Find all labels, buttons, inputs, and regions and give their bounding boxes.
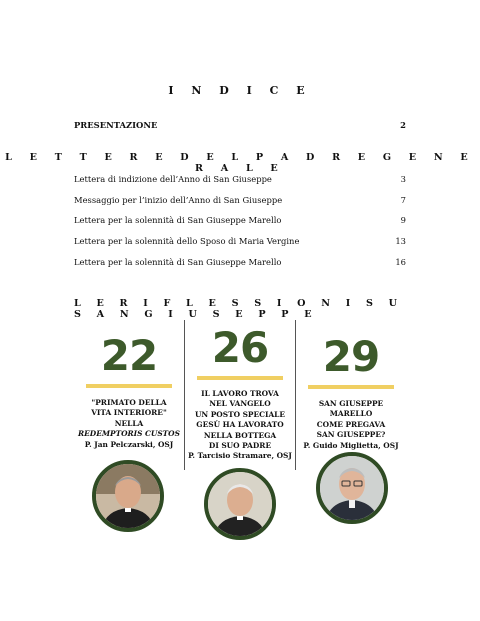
toc-row-label: Messaggio per l’inizio dell’Anno di San Giuseppe xyxy=(74,195,283,205)
toc-row[interactable] xyxy=(74,257,406,267)
toc-row-label: PRESENTAZIONE xyxy=(74,120,158,130)
toc-row-page: 13 xyxy=(395,236,406,246)
article-title-line: UN POSTO SPECIALE xyxy=(194,409,286,419)
article-author: P. Guido Miglietta, OSJ xyxy=(303,440,399,450)
toc-row-label: Lettera di indizione dell’Anno di San Giuseppe xyxy=(74,174,272,184)
article-page-number: 22 xyxy=(100,331,158,380)
section-heading-riflessioni: L E R I F L E S S I O N I S U S A N G I U S E P P E xyxy=(74,298,404,320)
toc-row[interactable] xyxy=(74,195,406,205)
toc-row[interactable] xyxy=(74,236,406,246)
article-title-line: GESÙ HA LAVORATO xyxy=(196,420,284,430)
number-underline xyxy=(86,384,172,388)
article-title-line: VITA INTERIORE" xyxy=(91,408,167,418)
article-title-line: NEL VANGELO xyxy=(209,399,271,409)
article-author: P. Jan Pelczarski, OSJ xyxy=(84,439,174,449)
article-title-line: IL LAVORO TROVA xyxy=(201,389,279,398)
number-underline xyxy=(197,376,283,380)
toc-row-page: 7 xyxy=(400,195,406,205)
article-card[interactable] xyxy=(75,331,183,450)
article-title-line: NELLA BOTTEGA xyxy=(203,430,277,440)
article-title-line: COME PREGAVA xyxy=(316,419,386,429)
author-portrait-pelczarski xyxy=(92,460,164,532)
toc-row-label: Lettera per la solennità di San Giuseppe Marello xyxy=(74,257,282,267)
toc-row-page: 16 xyxy=(395,257,406,267)
article-title-line: DI SUO PADRE xyxy=(208,441,272,451)
article-card[interactable] xyxy=(297,332,405,451)
section-heading-lettere: L E T T E R E D E L P A D R E G E N E R A L E xyxy=(5,152,475,174)
index-title: I N D I C E xyxy=(168,84,312,97)
toc-row[interactable] xyxy=(74,174,406,184)
toc-row-label: Lettera per la solennità di San Giuseppe Marello xyxy=(74,215,282,225)
article-title-line: "PRIMATO DELLA xyxy=(91,398,167,407)
column-divider xyxy=(184,320,185,470)
article-author: P. Tarcisio Stramare, OSJ xyxy=(188,451,292,461)
author-portrait-miglietta xyxy=(316,452,388,524)
toc-row-presentazione[interactable] xyxy=(74,120,406,130)
article-page-number: 26 xyxy=(211,323,269,372)
toc-row[interactable] xyxy=(74,215,406,225)
article-card[interactable] xyxy=(186,323,294,462)
toc-row-label: Lettera per la solennità dello Sposo di Maria Vergine xyxy=(74,236,300,246)
number-underline xyxy=(308,385,394,389)
toc-row-page: 9 xyxy=(400,215,406,225)
article-title-line: REDEMPTORIS CUSTOS xyxy=(78,429,180,439)
column-divider xyxy=(295,320,296,470)
article-page-number: 29 xyxy=(322,332,380,381)
author-portrait-stramare xyxy=(204,468,276,540)
toc-row-page: 3 xyxy=(400,174,406,184)
article-title-line: SAN GIUSEPPE? xyxy=(316,430,386,440)
article-title-line: NELLA xyxy=(114,418,144,428)
article-title-line: SAN GIUSEPPE MARELLO xyxy=(318,399,384,419)
toc-row-page: 2 xyxy=(400,120,406,130)
